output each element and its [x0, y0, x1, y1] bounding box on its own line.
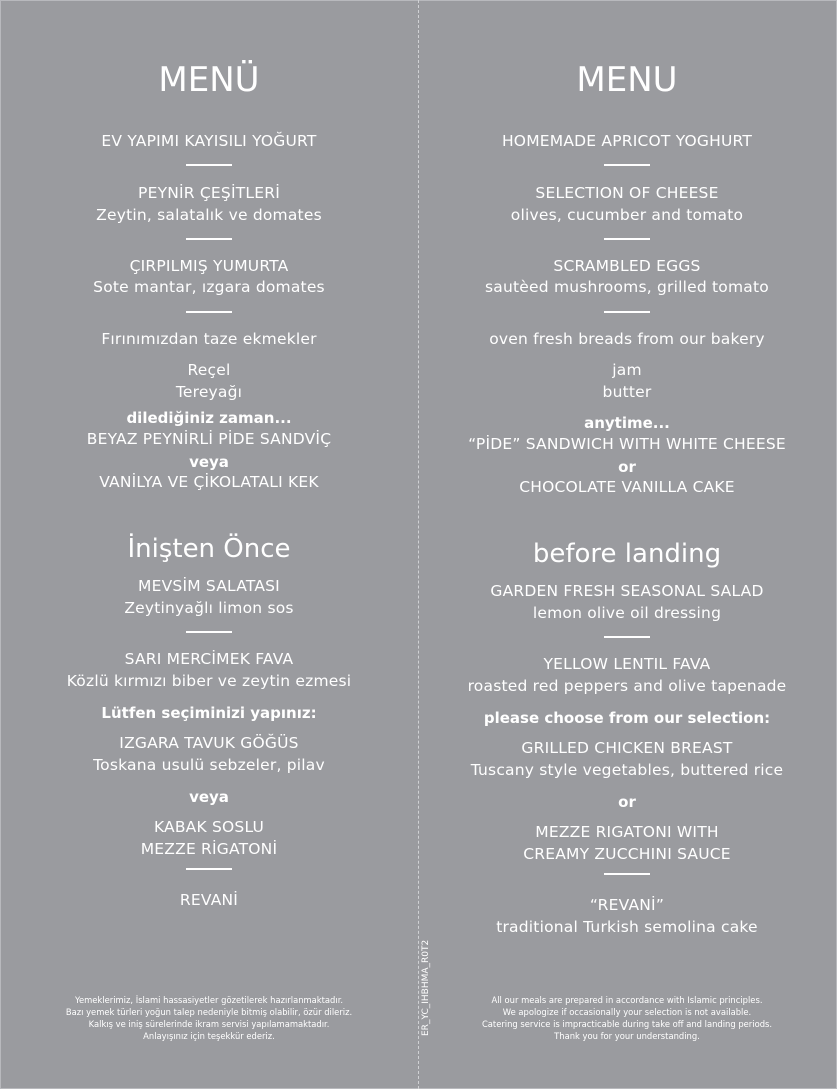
- footer-line: Thank you for your understanding.: [554, 1031, 700, 1041]
- revani-item: REVANİ: [179, 891, 239, 909]
- cheese-desc: olives, cucumber and tomato: [510, 206, 744, 224]
- pide-item: BEYAZ PEYNİRLİ PİDE SANDVİÇ: [86, 430, 332, 448]
- cheese-item: SELECTION OF CHEESE: [535, 184, 719, 202]
- footer-line: Catering service is impracticable during take off and landing periods.: [481, 1019, 773, 1029]
- anytime-label: anytime...: [584, 414, 670, 432]
- cheese-item: PEYNİR ÇEŞİTLERİ: [138, 184, 280, 202]
- revani-item: “REVANİ”: [589, 896, 665, 914]
- menu-english: [418, 0, 836, 1089]
- rigatoni-item-line1: KABAK SOSLU: [153, 818, 265, 836]
- chicken-desc: Tuscany style vegetables, buttered rice: [470, 761, 784, 779]
- footer-note: [418, 994, 836, 1042]
- footer-line: All our meals are prepared in accordance with Islamic principles.: [491, 995, 763, 1005]
- section-title: before landing: [532, 539, 722, 569]
- jam-item: jam: [612, 361, 642, 379]
- footer-line: Yemeklerimiz, İslami hassasiyetler gözetilerek hazırlanmaktadır.: [74, 995, 344, 1005]
- divider: [186, 238, 232, 240]
- divider: [604, 873, 650, 875]
- anytime-label: dilediğiniz zaman...: [126, 409, 292, 427]
- or-label: or: [618, 458, 636, 476]
- fava-item: YELLOW LENTIL FAVA: [543, 655, 711, 673]
- fava-item: SARI MERCİMEK FAVA: [124, 650, 294, 668]
- divider: [604, 636, 650, 638]
- footer-line: Anlayışınız için teşekkür ederiz.: [143, 1031, 275, 1041]
- menu-code: ER_YC_IHBHMA_R0T2: [421, 939, 431, 1036]
- rigatoni-item-line2: CREAMY ZUCCHINI SAUCE: [523, 845, 731, 863]
- revani-desc: traditional Turkish semolina cake: [496, 918, 758, 936]
- menu-title: MENÜ: [158, 60, 260, 100]
- eggs-item: ÇIRPILMIŞ YUMURTA: [129, 257, 289, 275]
- menu-turkish: [0, 0, 418, 1089]
- butter-item: butter: [602, 383, 652, 401]
- divider: [186, 164, 232, 166]
- rigatoni-item-line2: MEZZE RİGATONİ: [140, 840, 278, 858]
- footer-line: Kalkış ve iniş sürelerinde ikram servisi yapılamamaktadır.: [88, 1019, 330, 1029]
- cake-item: CHOCOLATE VANILLA CAKE: [519, 478, 735, 496]
- fava-desc: Közlü kırmızı biber ve zeytin ezmesi: [66, 672, 352, 690]
- chicken-item: IZGARA TAVUK GÖĞÜS: [119, 734, 299, 752]
- section-title: İnişten Önce: [127, 534, 291, 564]
- divider: [186, 868, 232, 870]
- salad-item: MEVSİM SALATASI: [138, 577, 280, 595]
- chicken-desc: Toskana usulü sebzeler, pilav: [93, 756, 325, 774]
- divider: [604, 238, 650, 240]
- divider: [186, 631, 232, 633]
- chicken-item: GRILLED CHICKEN BREAST: [521, 739, 733, 757]
- or-label: or: [618, 793, 636, 811]
- salad-desc: Zeytinyağlı limon sos: [124, 599, 294, 617]
- choose-label: Lütfen seçiminizi yapınız:: [101, 704, 317, 722]
- eggs-desc: Sote mantar, ızgara domates: [93, 278, 325, 296]
- jam-item: Reçel: [187, 361, 231, 379]
- menu-title: MENU: [576, 60, 678, 100]
- salad-desc: lemon olive oil dressing: [532, 604, 722, 622]
- rigatoni-item-line1: MEZZE RIGATONI WITH: [535, 823, 719, 841]
- yogurt-item: EV YAPIMI KAYISILI YOĞURT: [101, 132, 317, 150]
- divider: [186, 311, 232, 313]
- butter-item: Tereyağı: [175, 383, 243, 401]
- choose-label: please choose from our selection:: [483, 709, 771, 727]
- eggs-item: SCRAMBLED EGGS: [553, 257, 701, 275]
- footer-line: We apologize if occasionally your selection is not available.: [502, 1007, 752, 1017]
- or-label: veya: [189, 788, 229, 806]
- cake-item: VANİLYA VE ÇİKOLATALI KEK: [99, 473, 319, 491]
- divider: [604, 311, 650, 313]
- divider: [604, 164, 650, 166]
- yogurt-item: HOMEMADE APRICOT YOGHURT: [501, 132, 753, 150]
- salad-item: GARDEN FRESH SEASONAL SALAD: [490, 582, 764, 600]
- eggs-desc: sautèed mushrooms, grilled tomato: [485, 278, 769, 296]
- breads-item: oven fresh breads from our bakery: [489, 330, 765, 348]
- cheese-desc: Zeytin, salatalık ve domates: [96, 206, 322, 224]
- or-label: veya: [189, 453, 229, 471]
- footer-note: [0, 994, 418, 1042]
- breads-item: Fırınımızdan taze ekmekler: [101, 330, 317, 348]
- pide-item: “PİDE” SANDWICH WITH WHITE CHEESE: [468, 435, 786, 453]
- footer-line: Bazı yemek türleri yoğun talep nedeniyle bitmiş olabilir, özür dileriz.: [65, 1007, 353, 1017]
- fava-desc: roasted red peppers and olive tapenade: [467, 677, 787, 695]
